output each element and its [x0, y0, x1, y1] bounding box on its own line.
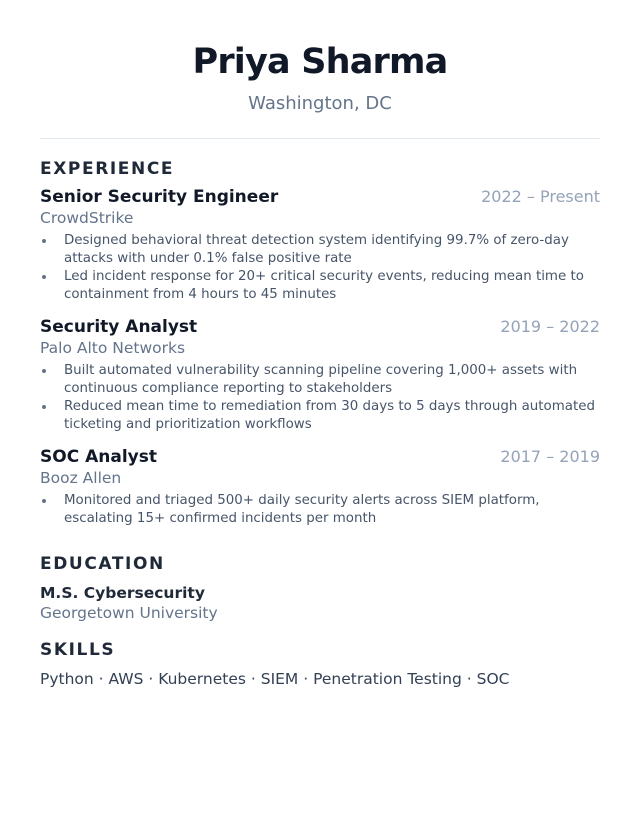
- job-dates: 2019 – 2022: [500, 317, 600, 336]
- job-company: CrowdStrike: [40, 209, 134, 227]
- job-company: Booz Allen: [40, 469, 122, 487]
- education-school: Georgetown University: [40, 604, 218, 622]
- job-bullet: Led incident response for 20+ critical security events, reducing mean time to containment from 4 hours to 45 minutes: [40, 268, 600, 304]
- education-degree: M.S. Cybersecurity: [40, 584, 205, 602]
- resume-page: [40, 40, 600, 689]
- job-bullet: Designed behavioral threat detection system identifying 99.7% of zero-day attacks with under 0.1% false positive rate: [40, 232, 600, 268]
- candidate-location: Washington, DC: [248, 93, 392, 114]
- job-bullets: [40, 362, 600, 434]
- job-bullet: Monitored and triaged 500+ daily security alerts across SIEM platform, escalating 15+ confirmed incidents per month: [40, 492, 600, 528]
- job-title: Security Analyst: [40, 317, 198, 337]
- job-entry: [40, 186, 600, 304]
- job-entry: [40, 316, 600, 434]
- skills-list: Python · AWS · Kubernetes · SIEM · Penetration Testing · SOC: [40, 670, 510, 688]
- job-title: Senior Security Engineer: [40, 187, 279, 207]
- skills-heading: SKILLS: [40, 640, 116, 660]
- job-title: SOC Analyst: [40, 447, 157, 467]
- header-divider: [40, 138, 600, 139]
- candidate-name: Priya Sharma: [192, 42, 448, 82]
- job-dates: 2022 – Present: [481, 187, 600, 206]
- job-bullet: Reduced mean time to remediation from 30 days to 5 days through automated ticketing and prioritization workflows: [40, 398, 600, 434]
- experience-heading: EXPERIENCE: [40, 159, 175, 179]
- education-heading: EDUCATION: [40, 554, 165, 574]
- job-bullets: [40, 492, 600, 528]
- job-bullets: [40, 232, 600, 304]
- job-bullet: Built automated vulnerability scanning pipeline covering 1,000+ assets with continuous compliance reporting to stakeholders: [40, 362, 600, 398]
- job-company: Palo Alto Networks: [40, 339, 186, 357]
- job-dates: 2017 – 2019: [500, 447, 600, 466]
- job-entry: [40, 446, 600, 528]
